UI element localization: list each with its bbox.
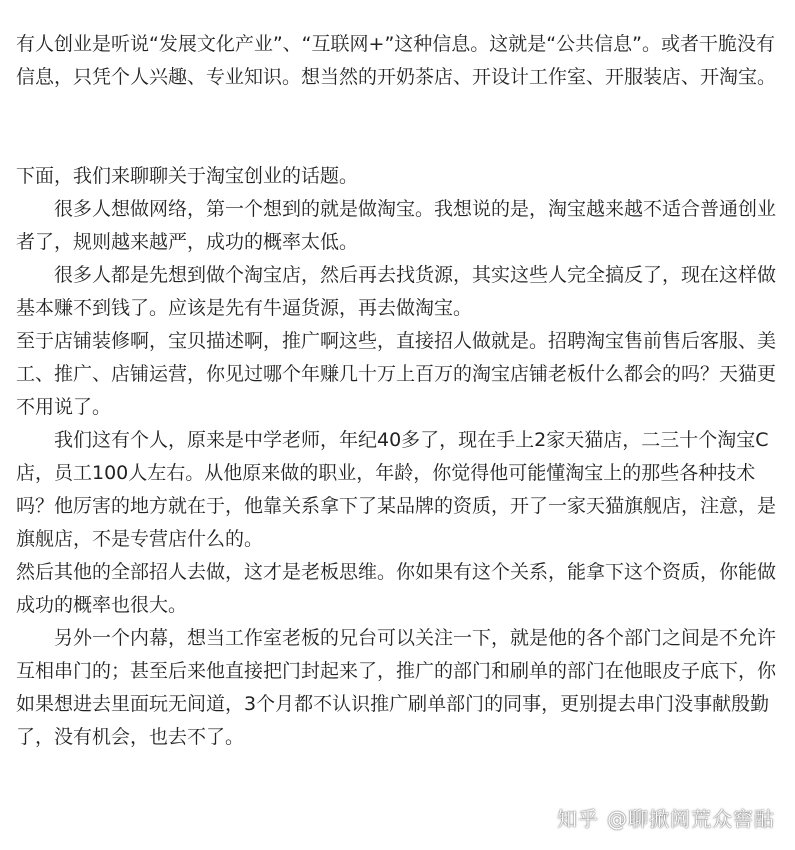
- article-body: [16, 28, 786, 754]
- paragraph-insider: 另外一个内幕，想当工作室老板的兄台可以关注一下，就是他的各个部门之间是不允许互相串门的；甚至后来他直接把门封起来了，推广的部门和刷单的部门在他眼皮子底下，你如果想进去里面玩无间道，3个月都不认识推广刷单部门的同事，更别提去串门没事献殷勤了，没有机会，也去不了。: [16, 627, 777, 748]
- paragraph-intro: 有人创业是听说“发展文化产业”、“互联网+”这种信息。这就是“公共信息”。或者干脆没有信息，只凭个人兴趣、专业知识。想当然的开奶茶店、开设计工作室、开服装店、开淘宝。: [16, 33, 777, 88]
- paragraph-case-story: 我们这有个人，原来是中学老师，年纪40多了，现在手上2家天猫店，二三十个淘宝C店，员工100人左右。从他原来做的职业，年龄，你觉得他可能懂淘宝上的那些各种技术吗？他厉害的地方就在于，他靠关系拿下了某品牌的资质，开了一家天猫旗舰店，注意，是旗舰店，不是专营店什么的。: [16, 429, 777, 550]
- watermark-platform: 知乎: [557, 807, 599, 831]
- paragraph-boss-thinking: 然后其他的全部招人去做，这才是老板思维。你如果有这个关系，能拿下这个资质，你能做成功的概率也很大。: [16, 561, 777, 616]
- paragraph-gap: [16, 94, 786, 160]
- paragraph-taobao-intro: 很多人想做网络，第一个想到的就是做淘宝。我想说的是，淘宝越来越不适合普通创业者了，规则越来越严，成功的概率太低。: [16, 198, 777, 253]
- paragraph-hiring: 至于店铺装修啊，宝贝描述啊，推广啊这些，直接招人做就是。招聘淘宝售前售后客服、美工、推广、店铺运营，你见过哪个年赚几十万上百万的淘宝店铺老板什么都会的吗？天猫更不用说了。: [16, 330, 777, 418]
- watermark-author: @聊掀阅荒众窖酤: [607, 807, 775, 831]
- zhihu-watermark: [557, 803, 775, 832]
- paragraph-sourcing: 很多人都是先想到做个淘宝店，然后再去找货源，其实这些人完全搞反了，现在这样做基本赚不到钱了。应该是先有牛逼货源，再去做淘宝。: [16, 264, 777, 319]
- paragraph-topic: 下面，我们来聊聊关于淘宝创业的话题。: [16, 165, 359, 187]
